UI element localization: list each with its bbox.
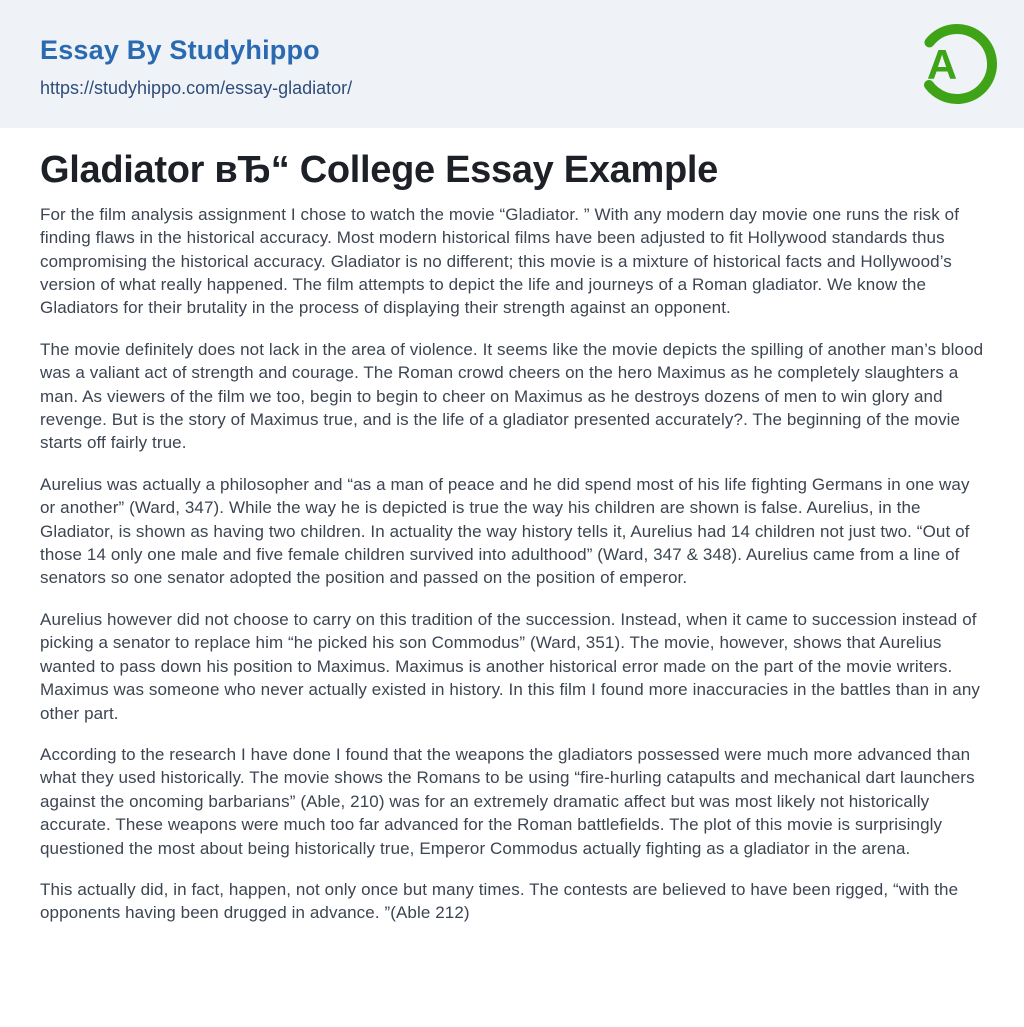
logo-letter: A xyxy=(926,41,958,88)
essay-url-link[interactable]: https://studyhippo.com/essay-gladiator/ xyxy=(40,78,353,98)
essay-paragraph-6: This actually did, in fact, happen, not only once but many times. The contests are believed to have been rigged, “with the opponents having been drugged in advance. ”(Able 212) xyxy=(40,879,959,923)
essay-paragraph-3: Aurelius was actually a philosopher and “as a man of peace and he did spend most of his life fighting Germans in one way or another” (Ward, 347). While the way he is depicted is true the way his children are shown is false. Aurelius, in the Gladiator, is shown as having two children. In actuality the way history tells it, Aurelius had 14 children not just two. “Out of those 14 only one male and five female children survived into adulthood” (Ward, 347 & 348). Aurelius came from a line of senators so one senator adopted the position and passed on the position of emperor. xyxy=(40,474,970,588)
studyhippo-logo xyxy=(914,18,1000,110)
article-title: Gladiator вЂ“ College Essay Example xyxy=(40,149,718,191)
page-header xyxy=(0,0,1024,128)
essay-paragraph-5: According to the research I have done I found that the weapons the gladiators possessed were much more advanced than what they used historically. The movie shows the Romans to be using “fire-hurling catapults and mechanical dart launchers against the oncoming barbarians” (Able, 210) was for an extremely dramatic affect but was most likely not historically accurate. These weapons were much too far advanced for the Roman battlefields. The plot of this movie is surprisingly questioned the most about being historically true, Emperor Commodus actually fighting as a gladiator in the arena. xyxy=(40,744,975,858)
essay-paragraph-4: Aurelius however did not choose to carry on this tradition of the succession. Instead, when it came to succession instead of picking a senator to replace him “he picked his son Commodus” (Ward, 351). The movie, however, shows that Aurelius wanted to pass down his position to Maximus. Maximus is another historical error made on the part of the movie writers. Maximus was someone who never actually existed in history. In this film I found more inaccuracies in the battles than in any other part. xyxy=(40,609,980,723)
open-ring-logo-icon xyxy=(915,22,999,106)
site-title: Essay By Studyhippo xyxy=(40,35,320,65)
essay-content xyxy=(0,128,1024,965)
essay-paragraph-2: The movie definitely does not lack in the area of violence. It seems like the movie depicts the spilling of another man’s blood was a valiant act of strength and courage. The Roman crowd cheers on the hero Maximus as he completely slaughters a man. As viewers of the film we too, begin to begin to cheer on Maximus as he destroys dozens of men to win glory and revenge. But is the story of Maximus true, and is the life of a gladiator presented accurately?. The beginning of the movie starts off fairly true. xyxy=(40,339,984,453)
essay-paragraph-1: For the film analysis assignment I chose to watch the movie “Gladiator. ” With any modern day movie one runs the risk of finding flaws in the historical accuracy. Most modern historical films have been adjusted to fit Hollywood standards thus compromising the historical accuracy. Gladiator is no different; this movie is a mixture of historical facts and Hollywood’s version of what really happened. The film attempts to depict the life and journeys of a Roman gladiator. We know the Gladiators for their brutality in the process of displaying their strength against an opponent. xyxy=(40,204,960,318)
header-text-block xyxy=(40,31,352,97)
